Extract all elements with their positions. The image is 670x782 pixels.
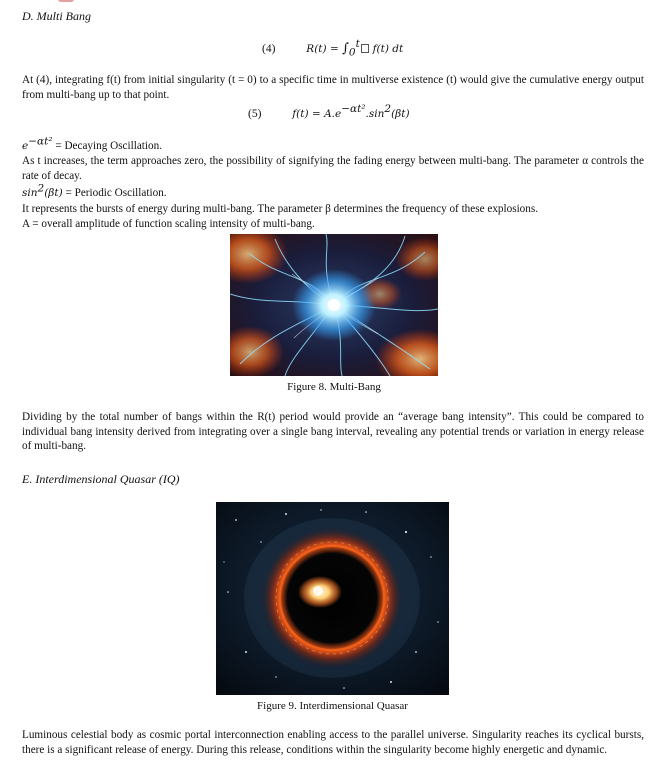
equation-5 bbox=[248, 103, 410, 120]
equation-5-sup: 2 bbox=[384, 103, 392, 116]
equation-4-upper: t bbox=[355, 38, 360, 51]
equation-5-mid: .sin bbox=[365, 108, 385, 120]
decay-definition bbox=[22, 135, 163, 152]
placeholder-box-icon bbox=[361, 44, 369, 53]
equation-4-number: (4) bbox=[262, 43, 276, 55]
equation-4-rhs: f(t) dt bbox=[372, 43, 404, 55]
paragraph-integration: At (4), integrating f(t) from initial singularity (t = 0) to a specific time in multiverse existence (t) would give the cumulative energy output from multi-bang up to that point. bbox=[22, 74, 644, 101]
periodic-definition bbox=[22, 182, 167, 199]
equation-4-lhs: R(t) = bbox=[306, 43, 343, 55]
equation-5-rhs: (βt) bbox=[391, 108, 410, 120]
periodic-term-sup: 2 bbox=[37, 182, 45, 195]
equation-5-lhs: f(t) = A.e bbox=[292, 108, 342, 120]
line-amplitude: A = overall amplitude of function scaling intensity of multi-bang. bbox=[22, 218, 315, 230]
paragraph-average-bang: Dividing by the total number of bangs within the R(t) period would provide an “average bang intensity”. This could be compared to individual bang intensity derived from integrating over a single bang interval, revealing any potential trends or variation in energy release of multi-bang. bbox=[22, 411, 644, 453]
paragraph-quasar: Luminous celestial body as cosmic portal interconnection enabling access to the parallel universe. Singularity reaches its cyclical bursts, there is a significant release of energy. During this release, conditions within the singularity become highly energetic and dynamic. bbox=[22, 729, 644, 756]
equation-4 bbox=[262, 38, 404, 59]
page-top-mark bbox=[58, 0, 74, 2]
line-bursts: It represents the bursts of energy during multi-bang. The parameter β determines the frequency of these explosions. bbox=[22, 203, 539, 215]
section-heading-d: D. Multi Bang bbox=[22, 9, 91, 23]
paragraph-decay: As t increases, the term approaches zero, the possibility of signifying the fading energy between multi-bang. The parameter α controls the rate of decay. bbox=[22, 155, 644, 182]
equation-5-number: (5) bbox=[248, 108, 262, 120]
periodic-term-arg: (βt) bbox=[44, 187, 63, 199]
figure-8-caption: Figure 8. Multi-Bang bbox=[287, 381, 381, 393]
multi-bang-illustration bbox=[230, 234, 438, 376]
interdimensional-quasar-illustration bbox=[216, 502, 449, 695]
equation-4-lower: 0 bbox=[348, 46, 356, 59]
decay-label: = Decaying Oscillation. bbox=[55, 140, 163, 152]
periodic-label: = Periodic Oscillation. bbox=[62, 187, 167, 199]
figure-8-image bbox=[230, 234, 438, 376]
decay-term-exp: −αt² bbox=[28, 135, 53, 148]
section-heading-e: E. Interdimensional Quasar (IQ) bbox=[22, 472, 180, 486]
figure-9-image bbox=[216, 502, 449, 695]
figure-9-caption: Figure 9. Interdimensional Quasar bbox=[257, 700, 408, 712]
equation-5-exp: −αt² bbox=[341, 103, 366, 116]
periodic-term: sin bbox=[22, 187, 38, 199]
equation-4-integral: ∫ bbox=[342, 41, 349, 56]
decay-term: e bbox=[22, 140, 29, 152]
